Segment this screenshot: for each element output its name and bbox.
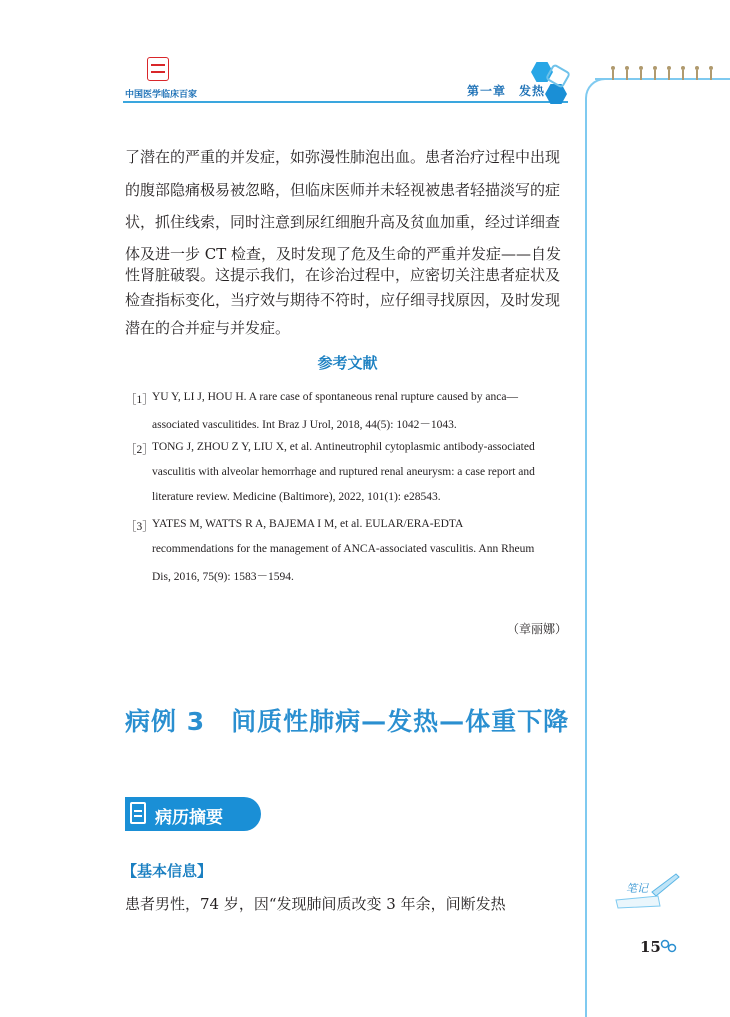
patient-intro-line: 患者男性，74 岁，因“发现肺间质改变 3 年余，间断发热 xyxy=(125,895,506,913)
publisher-seal-logo xyxy=(147,57,169,81)
reference-line: vasculitis with alveolar hemorrhage and ruptured renal aneurysm: a case report and xyxy=(152,466,535,478)
notebook-margin-line xyxy=(585,100,587,1017)
paragraph-line: 检查指标变化，当疗效与期待不符时，应仔细寻找原因，及时发现 xyxy=(125,291,561,309)
notes-label: 笔记 xyxy=(626,882,648,895)
reference-line: recommendations for the management of ANCA-associated vasculitis. Ann Rheum xyxy=(152,543,535,555)
notes-pen-icon xyxy=(612,870,682,910)
reference-line: associated vasculitides. Int Braz J Urol, 2018, 44(5): 1042－1043. xyxy=(152,419,457,431)
reference-line: YU Y, LI J, HOU H. A rare case of spontaneous renal rupture caused by anca— xyxy=(152,391,518,403)
references-title: 参考文献 xyxy=(317,354,378,372)
paragraph-line: 性肾脏破裂。这提示我们，在诊治过程中，应密切关注患者症状及 xyxy=(125,266,561,284)
reference-index: ［2］ xyxy=(125,444,154,456)
reference-line: Dis, 2016, 75(9): 1583－1594. xyxy=(152,571,294,583)
ring-icon xyxy=(638,66,644,80)
chapter-label: 第一章 发热 xyxy=(467,84,546,98)
reference-index: ［1］ xyxy=(125,394,154,406)
paragraph-line: 体及进一步 CT 检查，及时发现了危及生命的严重并发症——自发 xyxy=(125,245,562,263)
section-label: 病历摘要 xyxy=(155,808,223,828)
ring-icon xyxy=(680,66,686,80)
clipboard-icon xyxy=(130,802,146,824)
ring-icon xyxy=(666,66,672,80)
ring-icon xyxy=(652,66,658,80)
paragraph-line: 状，抓住线索，同时注意到尿红细胞升高及贫血加重，经过详细查 xyxy=(125,213,561,231)
reference-line: literature review. Medicine (Baltimore), 2022, 101(1): e28543. xyxy=(152,491,441,503)
reference-line: YATES M, WATTS R A, BAJEMA I M, et al. EULAR/ERA-EDTA xyxy=(152,518,464,530)
basic-info-label: 【基本信息】 xyxy=(122,862,213,880)
paragraph-line: 了潜在的严重的并发症，如弥漫性肺泡出血。患者治疗过程中出现 xyxy=(125,148,561,166)
page-number-decoration-icon xyxy=(660,939,678,953)
author-note: （章丽娜） xyxy=(506,622,567,636)
case-title: 病例 3 间质性肺病—发热—体重下降 xyxy=(125,707,570,736)
paragraph-line: 潜在的合并症与并发症。 xyxy=(125,319,291,337)
reference-index: ［3］ xyxy=(125,521,154,533)
ring-icon xyxy=(610,66,616,80)
ring-icon xyxy=(624,66,630,80)
notebook-margin-curve xyxy=(585,78,615,138)
reference-line: TONG J, ZHOU Z Y, LIU X, et al. Antineutrophil cytoplasmic antibody-associated xyxy=(152,441,535,453)
page-number: 15 xyxy=(640,938,661,956)
paragraph-line: 的腹部隐痛极易被忽略，但临床医师并未轻视被患者轻描淡写的症 xyxy=(125,181,561,199)
header-rule xyxy=(123,101,568,103)
ring-icon xyxy=(708,66,714,80)
ring-icon xyxy=(694,66,700,80)
series-name: 中国医学临床百家 xyxy=(125,90,198,100)
